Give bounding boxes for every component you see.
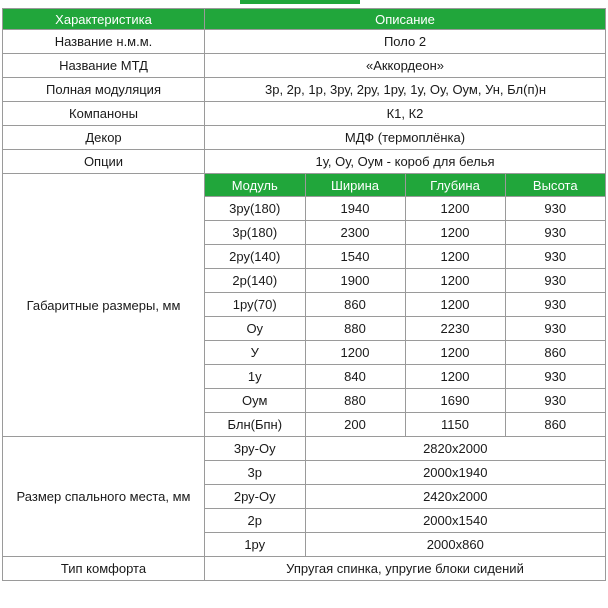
sleep-module: 3р [205,461,305,485]
dim-depth: 1200 [405,341,505,365]
dim-height: 930 [505,317,605,341]
row-value: МДФ (термоплёнка) [205,126,606,150]
sleep-module: 2р [205,509,305,533]
dim-module: 1у [205,365,305,389]
sleep-size: 2420х2000 [305,485,605,509]
row-value: 1у, Оу, Оум - короб для белья [205,150,606,174]
sleep-module: 3ру-Оу [205,437,305,461]
table-row [3,150,606,174]
dim-width: 840 [305,365,405,389]
sleep-size: 2820х2000 [305,437,605,461]
header-description: Описание [205,9,606,30]
row-value: К1, К2 [205,102,606,126]
spec-table [2,8,606,581]
dim-height: 930 [505,245,605,269]
row-label: Полная модуляция [3,78,205,102]
sleeping-label: Размер спального места, мм [3,437,205,557]
sleep-size: 2000х1940 [305,461,605,485]
dim-module: 2ру(140) [205,245,305,269]
dim-depth: 1200 [405,293,505,317]
dimensions-row-item [205,317,605,341]
row-value: «Аккордеон» [205,54,606,78]
dim-height: 930 [505,293,605,317]
dimensions-row-item [205,245,605,269]
dimensions-row-item [205,197,605,221]
dim-width: 2300 [305,221,405,245]
sleeping-row-item [205,509,605,533]
dimensions-header-width: Ширина [305,174,405,197]
comfort-row [3,557,606,581]
dim-width: 880 [305,317,405,341]
dim-width: 1200 [305,341,405,365]
dim-module: У [205,341,305,365]
dimensions-row-item [205,413,605,437]
dim-width: 1540 [305,245,405,269]
sleep-size: 2000х860 [305,533,605,557]
dim-width: 860 [305,293,405,317]
dimensions-header-row [205,174,605,197]
dim-height: 860 [505,341,605,365]
dimensions-row-item [205,365,605,389]
dimensions-row-item [205,221,605,245]
row-label: Декор [3,126,205,150]
dim-depth: 1150 [405,413,505,437]
dimensions-row-item [205,293,605,317]
dim-height: 930 [505,221,605,245]
header-characteristic: Характеристика [3,9,205,30]
sleeping-row [3,437,606,557]
row-value: 3р, 2р, 1р, 3ру, 2ру, 1ру, 1у, Оу, Оум, Ун, Бл(п)н [205,78,606,102]
table-row [3,30,606,54]
top-accent-strip [240,0,360,4]
dimensions-cell [205,174,606,437]
row-label: Компаноны [3,102,205,126]
dim-depth: 1200 [405,269,505,293]
comfort-label: Тип комфорта [3,557,205,581]
dim-module: 3ру(180) [205,197,305,221]
dim-height: 930 [505,389,605,413]
table-row [3,102,606,126]
dimensions-header-depth: Глубина [405,174,505,197]
dimensions-row [3,174,606,437]
dim-height: 930 [505,197,605,221]
dimensions-row-item [205,389,605,413]
dimensions-table [205,174,605,436]
dimensions-header-height: Высота [505,174,605,197]
comfort-value: Упругая спинка, упругие блоки сидений [205,557,606,581]
table-header-row [3,9,606,30]
sleeping-row-item [205,485,605,509]
dim-depth: 1200 [405,365,505,389]
row-label: Опции [3,150,205,174]
dim-depth: 1200 [405,197,505,221]
dim-depth: 1200 [405,221,505,245]
dim-width: 880 [305,389,405,413]
sleeping-row-item [205,533,605,557]
dim-depth: 1690 [405,389,505,413]
sleep-module: 2ру-Оу [205,485,305,509]
dim-width: 200 [305,413,405,437]
dimensions-header-module: Модуль [205,174,305,197]
dimensions-row-item [205,341,605,365]
sleeping-cell [205,437,606,557]
dim-module: 1ру(70) [205,293,305,317]
dim-module: Оум [205,389,305,413]
sleeping-table [205,437,605,556]
dim-height: 860 [505,413,605,437]
sleeping-row-item [205,437,605,461]
sleep-size: 2000х1540 [305,509,605,533]
dim-height: 930 [505,269,605,293]
table-row [3,78,606,102]
dim-height: 930 [505,365,605,389]
row-label: Название МТД [3,54,205,78]
table-row [3,126,606,150]
dim-module: Оу [205,317,305,341]
dim-module: 3р(180) [205,221,305,245]
dimensions-label: Габаритные размеры, мм [3,174,205,437]
dim-module: Блн(Бпн) [205,413,305,437]
dim-module: 2р(140) [205,269,305,293]
sleeping-row-item [205,461,605,485]
spec-table-wrapper [2,8,605,581]
row-value: Поло 2 [205,30,606,54]
dim-depth: 1200 [405,245,505,269]
dimensions-row-item [205,269,605,293]
dim-depth: 2230 [405,317,505,341]
table-row [3,54,606,78]
dim-width: 1940 [305,197,405,221]
row-label: Название н.м.м. [3,30,205,54]
dim-width: 1900 [305,269,405,293]
sleep-module: 1ру [205,533,305,557]
